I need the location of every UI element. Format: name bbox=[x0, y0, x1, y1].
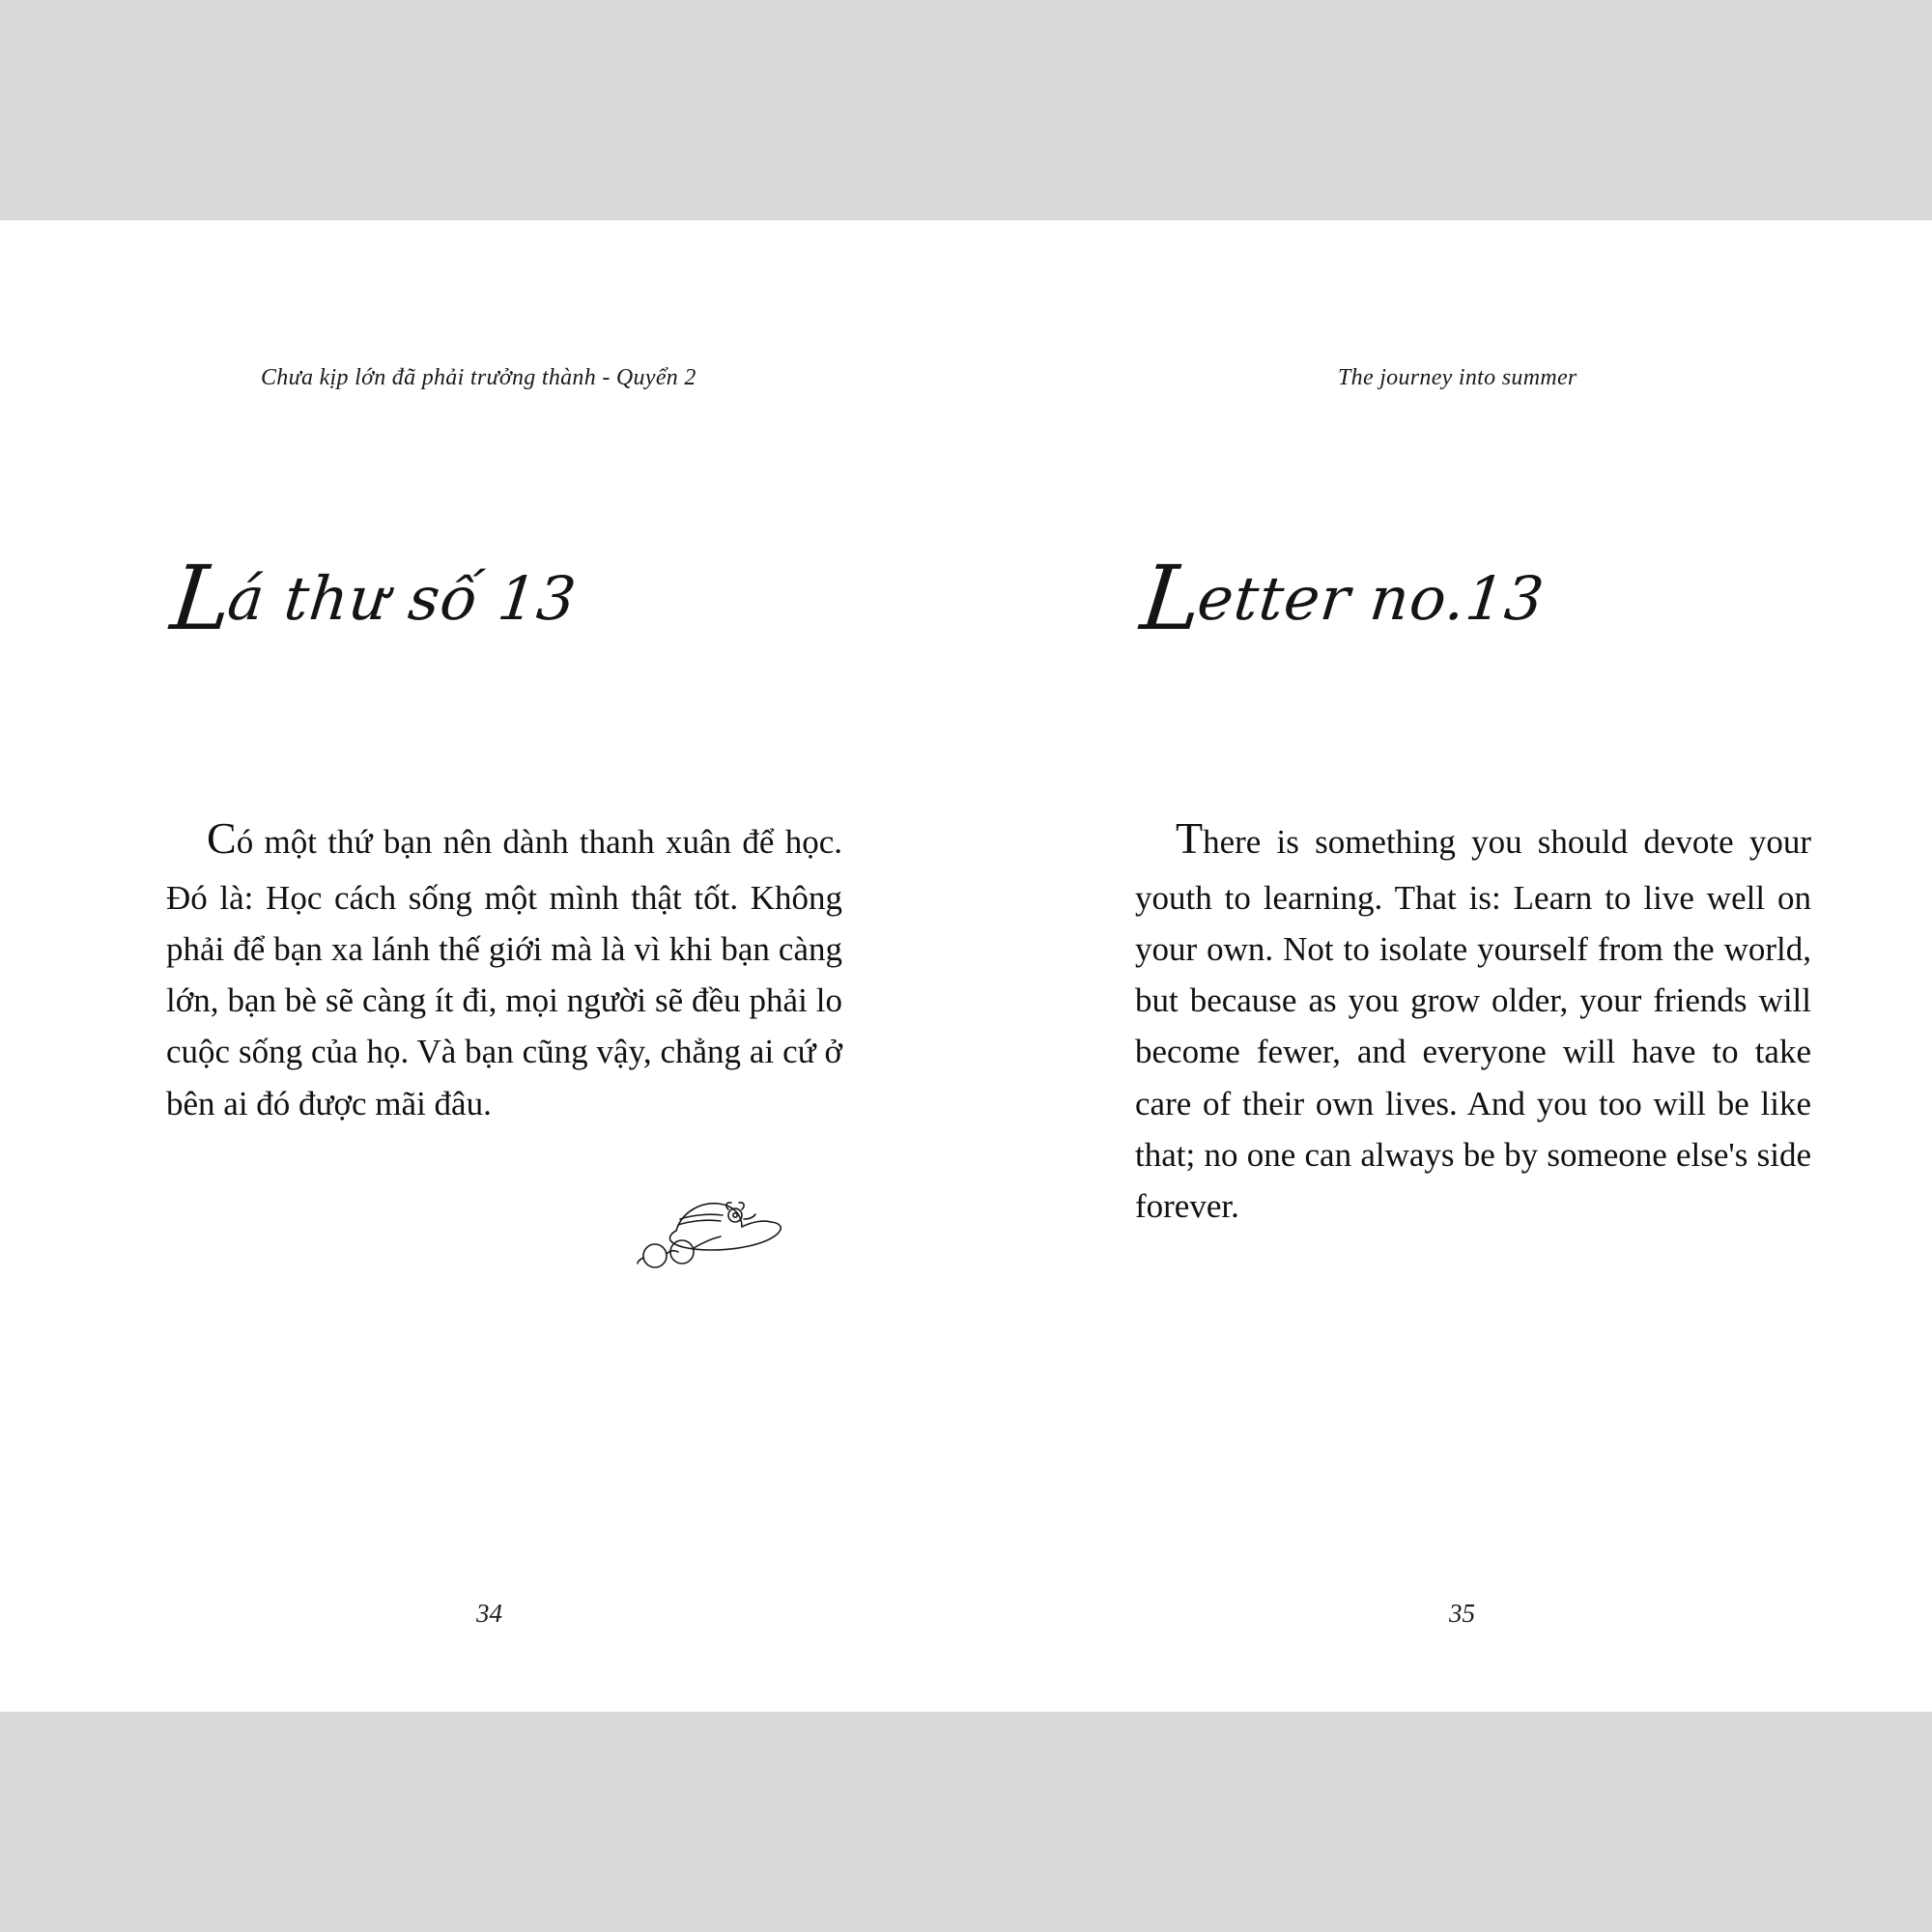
page-right bbox=[966, 220, 1932, 1712]
sun-hat-and-sunglasses-icon bbox=[618, 1186, 831, 1293]
title-swash-left: L bbox=[166, 547, 238, 650]
running-head-right: The journey into summer bbox=[1338, 365, 1577, 390]
title-text-left: á thư số 13 bbox=[224, 563, 581, 634]
letter-title-left bbox=[166, 547, 581, 650]
page-number-left: 34 bbox=[476, 1599, 502, 1628]
body-paragraph-left bbox=[166, 805, 842, 1129]
title-text-right: etter no.13 bbox=[1194, 563, 1548, 634]
body-paragraph-right bbox=[1135, 805, 1811, 1232]
dropcap-right: T bbox=[1176, 813, 1204, 863]
title-swash-right: L bbox=[1136, 547, 1208, 650]
dropcap-left: C bbox=[207, 813, 237, 863]
page-left bbox=[0, 220, 966, 1712]
page-number-right: 35 bbox=[1449, 1599, 1475, 1628]
body-text-left: ó một thứ bạn nên dành thanh xuân để học. Đó là: Học cách sống một mình thật tốt. Không phải để bạn xa lánh thế giới mà là vì khi bạn càng lớn, bạn bè sẽ càng ít đi, mọi người sẽ đều phải lo cuộc sống của họ. Và bạn cũng vậy, chẳng ai cứ ở bên ai đó được mãi đâu. bbox=[166, 823, 842, 1122]
book-spread bbox=[0, 220, 1932, 1712]
body-text-right: here is something you should devote your youth to learning. That is: Learn to live well on your own. Not to isolate yourself from the world, but because as you grow older, your friends will become fewer, and everyone will have to take care of their own lives. And you too will be like that; no one can always be by someone else's side forever. bbox=[1135, 823, 1811, 1226]
running-head-left: Chưa kịp lớn đã phải trưởng thành - Quyển 2 bbox=[261, 365, 696, 390]
letter-title-right bbox=[1136, 547, 1548, 650]
